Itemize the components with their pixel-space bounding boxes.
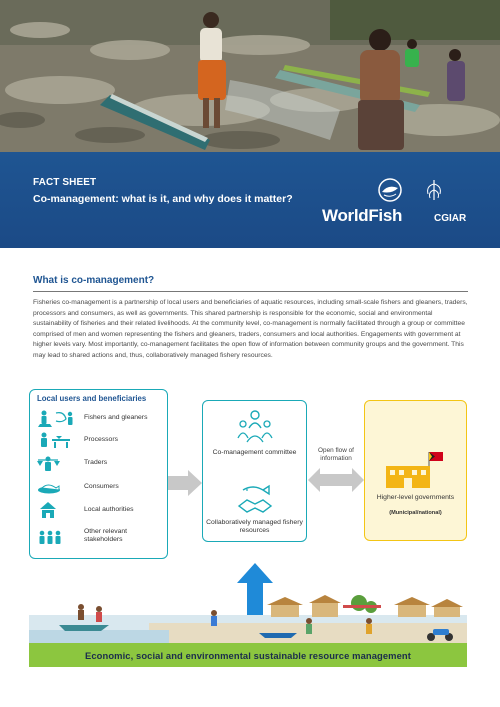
intro-paragraph: Fisheries co-management is a partnership of local users and beneficiaries of aquatic resources, including small-scale fishers and gleaners, traders, processors and consumers, as well as governments. This shared partnership is responsible for the economic, social and environmental sustainability of fisheries and their related livelihoods. At the community level, co-management is normally facilitated through a group or committee comprised of men and women representing the fishers and gleaners, traders, consumers and local authorities. Engagements with government at higher levels vary. Most importantly, co-management facilitates the open flow of information between community groups and the government. This may lead to shared actions and, thus, collaboratively managed fishery resources.: [33, 299, 468, 359]
government-label: Higher-level governments: [376, 494, 455, 501]
fisher-icon: [36, 409, 78, 429]
processor-icon: [36, 431, 78, 451]
local-authority-icon: [36, 501, 78, 521]
local-item-label: Traders: [84, 459, 108, 466]
trader-icon: [36, 454, 78, 474]
double-arrow-icon: [308, 466, 364, 494]
local-item-label: Consumers: [84, 483, 119, 490]
list-item: [36, 528, 164, 548]
committee-label: Co-management committee: [212, 449, 297, 456]
list-item: [36, 454, 164, 474]
list-item: [36, 478, 164, 498]
list-item: [36, 409, 164, 429]
outcome-label: Economic, social and environmental sustainable resource management: [85, 650, 411, 661]
cgiar-wordmark: CGIAR: [434, 213, 467, 224]
consumer-icon: [36, 478, 78, 498]
list-item: [36, 501, 164, 521]
list-item: [36, 431, 164, 451]
fish-handshake-icon: [237, 484, 273, 514]
open-flow-label: Open flow of information: [318, 447, 354, 462]
hero-photo: [0, 0, 500, 152]
local-item-label: Processors: [84, 436, 118, 443]
arrow-right-icon: [168, 470, 204, 496]
fact-sheet-label: FACT SHEET: [33, 177, 97, 188]
local-item-label: Local authorities: [84, 506, 134, 513]
stakeholder-icon: [36, 528, 78, 548]
local-users-title: Local users and beneficiaries: [37, 394, 147, 403]
government-building-icon: [384, 450, 446, 490]
page-title: Co-management: what is it, and why does it matter?: [33, 193, 293, 205]
local-item-label: Fishers and gleaners: [84, 414, 148, 421]
local-item-label: Other relevant stakeholders: [84, 528, 128, 543]
government-sublabel: (Municipal/national): [389, 510, 442, 516]
worldfish-wordmark: WorldFish: [322, 206, 403, 225]
section-title: What is co-management?: [33, 275, 155, 286]
committee-icon: [237, 408, 273, 446]
section-divider: [33, 291, 468, 292]
hero-illustration: [0, 0, 500, 152]
managed-resources-label: Collaboratively managed fishery resources: [206, 519, 303, 534]
coastal-community-illustration: [29, 575, 467, 647]
